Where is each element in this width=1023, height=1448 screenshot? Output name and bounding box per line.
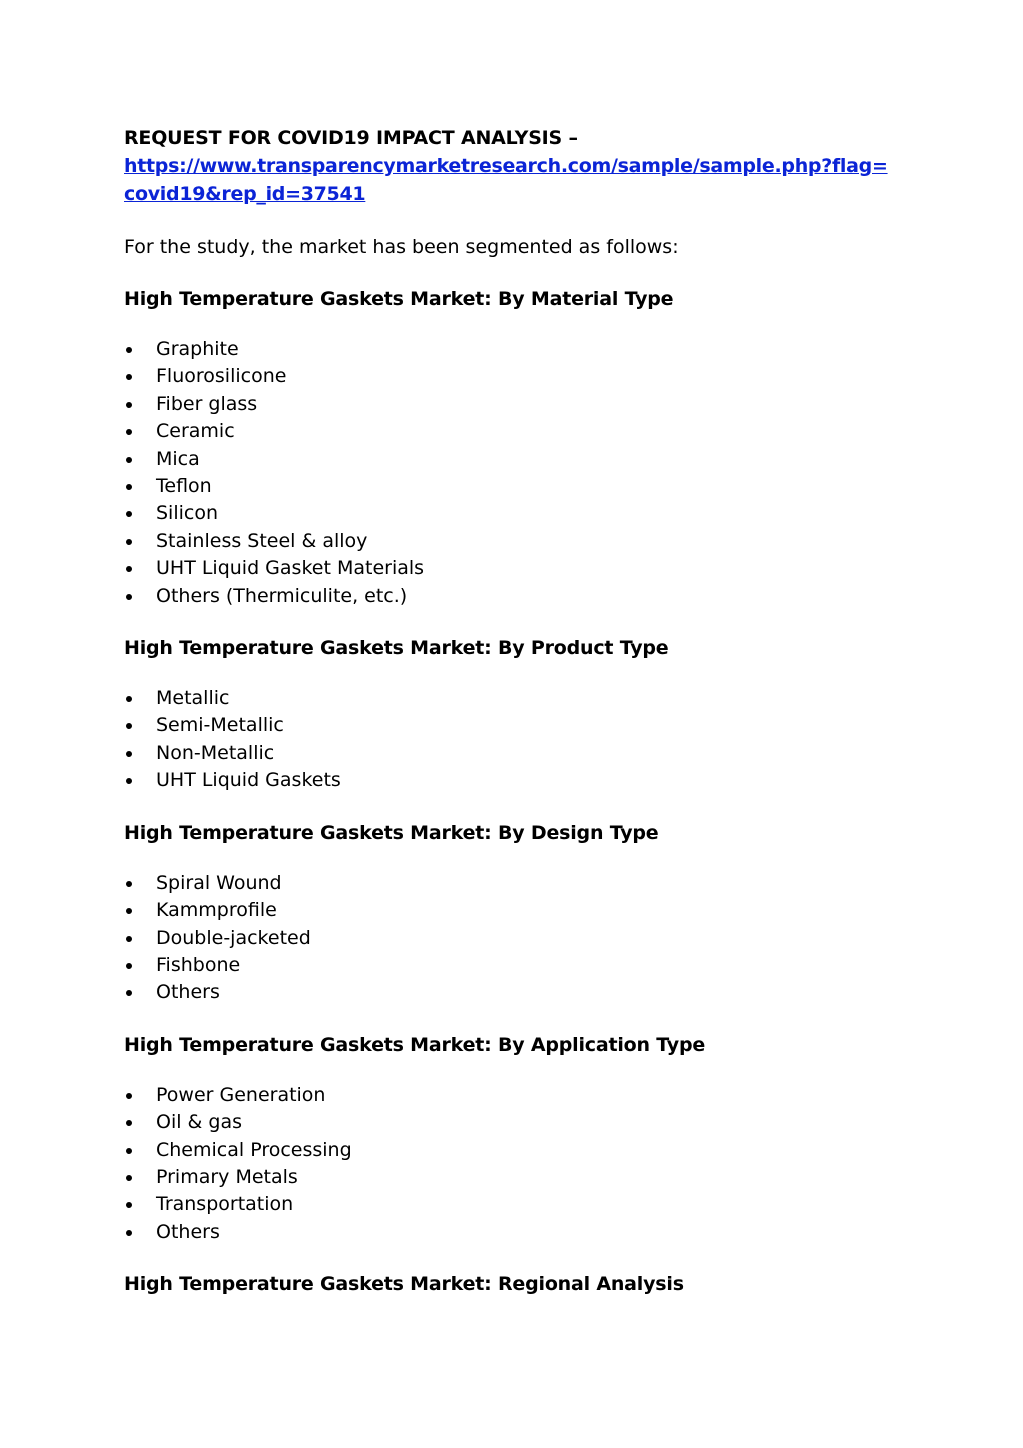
bullet-icon (126, 908, 132, 914)
section-heading: High Temperature Gaskets Market: By Product Type (124, 637, 669, 660)
segment-section (124, 819, 914, 1007)
segment-section (124, 634, 914, 795)
segment-list (124, 336, 914, 610)
bullet-icon (126, 723, 132, 729)
list-item-label: Fiber glass (156, 392, 258, 415)
list-item-label: Metallic (156, 687, 230, 710)
section-heading: High Temperature Gaskets Market: By Application Type (124, 1033, 706, 1056)
list-item (124, 500, 914, 527)
bullet-icon (126, 1093, 132, 1099)
section-heading: High Temperature Gaskets Market: Regional Analysis (124, 1273, 684, 1296)
bullet-icon (126, 1120, 132, 1126)
bullet-icon (126, 511, 132, 517)
document-page (124, 124, 914, 1298)
bullet-icon (126, 696, 132, 702)
list-item-label: Semi-Metallic (156, 714, 284, 737)
list-item (124, 1164, 914, 1191)
list-item-label: UHT Liquid Gasket Materials (156, 557, 425, 580)
bullet-icon (126, 566, 132, 572)
list-item-label: Silicon (156, 502, 219, 525)
bullet-icon (126, 484, 132, 490)
list-item-label: Power Generation (156, 1083, 326, 1106)
list-item (124, 363, 914, 390)
segment-section (124, 285, 914, 610)
list-item-label: Double-jacketed (156, 926, 311, 949)
list-item (124, 870, 914, 897)
sample-request-link[interactable]: https://www.transparencymarketresearch.com/sample/sample.php?flag=covid19&rep_id=37541 (124, 155, 888, 205)
list-item-label: Chemical Processing (156, 1138, 352, 1161)
list-item-label: Stainless Steel & alloy (156, 529, 368, 552)
section-heading: High Temperature Gaskets Market: By Design Type (124, 821, 659, 844)
list-item (124, 336, 914, 363)
list-item-label: Ceramic (156, 420, 235, 443)
list-item-label: Fluorosilicone (156, 365, 287, 388)
list-item (124, 418, 914, 445)
sections-container (124, 285, 914, 1298)
bullet-icon (126, 347, 132, 353)
bullet-icon (126, 594, 132, 600)
bullet-icon (126, 1148, 132, 1154)
list-item-label: Oil & gas (156, 1111, 243, 1134)
bullet-icon (126, 402, 132, 408)
list-item-label: Transportation (156, 1193, 294, 1216)
list-item-label: Teflon (156, 475, 212, 498)
bullet-icon (126, 1175, 132, 1181)
list-item-label: Fishbone (156, 953, 241, 976)
bullet-icon (126, 778, 132, 784)
segment-list (124, 870, 914, 1007)
list-item (124, 528, 914, 555)
list-item (124, 767, 914, 794)
list-item (124, 446, 914, 473)
segment-section (124, 1270, 914, 1298)
list-item (124, 979, 914, 1006)
bullet-icon (126, 881, 132, 887)
list-item-label: Kammprofile (156, 899, 277, 922)
list-item-label: Others (Thermiculite, etc.) (156, 584, 408, 607)
bullet-icon (126, 751, 132, 757)
bullet-icon (126, 963, 132, 969)
bullet-icon (126, 990, 132, 996)
section-heading: High Temperature Gaskets Market: By Material Type (124, 288, 674, 310)
intro-text: For the study, the market has been segmented as follows: (124, 236, 679, 258)
list-item (124, 583, 914, 610)
list-item (124, 1191, 914, 1218)
list-item-label: Others (156, 981, 220, 1004)
list-item (124, 740, 914, 767)
list-item-label: Spiral Wound (156, 871, 282, 894)
list-item (124, 1219, 914, 1246)
list-item-label: Graphite (156, 338, 239, 360)
segment-section (124, 1031, 914, 1246)
list-item-label: Primary Metals (156, 1165, 298, 1188)
list-item (124, 712, 914, 739)
list-item (124, 391, 914, 418)
list-item (124, 952, 914, 979)
bullet-icon (126, 374, 132, 380)
list-item (124, 1109, 914, 1136)
request-title: REQUEST FOR COVID19 IMPACT ANALYSIS – (124, 127, 578, 149)
list-item (124, 473, 914, 500)
segment-list (124, 685, 914, 795)
bullet-icon (126, 539, 132, 545)
segment-list (124, 1082, 914, 1246)
list-item (124, 897, 914, 924)
list-item (124, 555, 914, 582)
bullet-icon (126, 936, 132, 942)
bullet-icon (126, 1230, 132, 1236)
list-item (124, 685, 914, 712)
list-item (124, 925, 914, 952)
bullet-icon (126, 457, 132, 463)
bullet-icon (126, 1202, 132, 1208)
list-item-label: UHT Liquid Gaskets (156, 769, 341, 792)
list-item (124, 1137, 914, 1164)
list-item-label: Mica (156, 447, 200, 470)
bullet-icon (126, 429, 132, 435)
list-item (124, 1082, 914, 1109)
list-item-label: Non-Metallic (156, 741, 275, 764)
list-item-label: Others (156, 1220, 220, 1243)
